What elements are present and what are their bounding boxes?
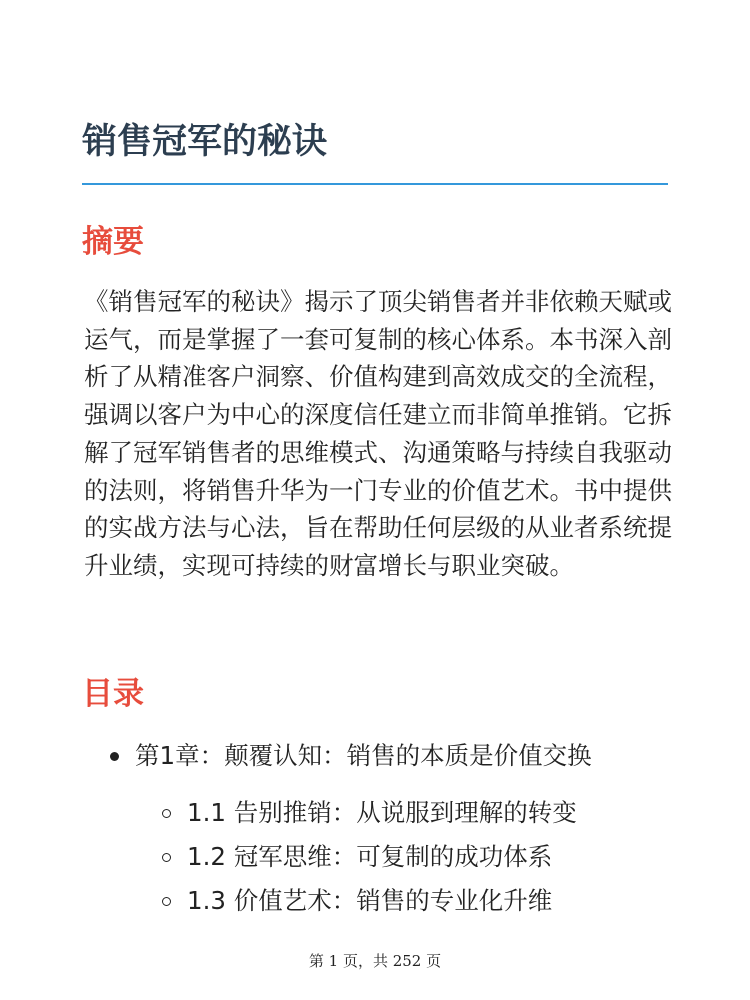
- toc-section-label: 1.1 告别推销：从说服到理解的转变: [187, 798, 577, 827]
- toc-section-label: 1.2 冠军思维：可复制的成功体系: [187, 842, 553, 871]
- toc-section-item: [162, 835, 552, 879]
- bullet-dot-icon: [110, 752, 119, 761]
- title-divider: [82, 183, 668, 185]
- summary-paragraph: 《销售冠军的秘诀》揭示了顶尖销售者并非依赖天赋或运气，而是掌握了一套可复制的核心体系。本书深入剖析了从精准客户洞察、价值构建到高效成交的全流程，强调以客户为中心的深度信任建立而非简单推销。它拆解了冠军销售者的思维模式、沟通策略与持续自我驱动的法则，将销售升华为一门专业的价值艺术。书中提供的实战方法与心法，旨在帮助任何层级的从业者系统提升业绩，实现可持续的财富增长与职业突破。: [84, 287, 672, 580]
- toc-chapter-item: [110, 734, 592, 778]
- bullet-circle-icon: [162, 897, 171, 906]
- bullet-circle-icon: [162, 809, 171, 818]
- book-title: 销售冠军的秘诀: [82, 122, 328, 162]
- toc-section-item: [162, 879, 552, 923]
- summary-heading: 摘要: [82, 224, 144, 260]
- page-number-footer: 第 1 页，共 252 页: [308, 952, 442, 970]
- bullet-circle-icon: [162, 853, 171, 862]
- toc-section-item: [162, 791, 577, 835]
- toc-section-label: 1.3 价值艺术：销售的专业化升维: [187, 886, 553, 915]
- toc-heading: 目录: [82, 676, 144, 712]
- toc-chapter-label: 第1章：颠覆认知：销售的本质是价值交换: [135, 741, 592, 770]
